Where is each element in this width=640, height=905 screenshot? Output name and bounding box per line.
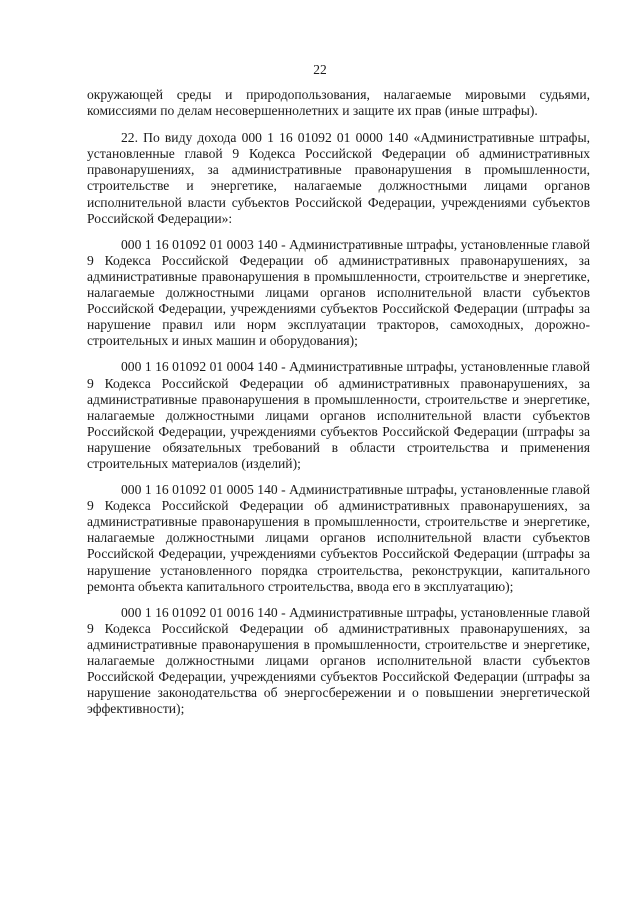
page-number: 22 xyxy=(313,62,327,77)
paragraph-continuation: окружающей среды и природопользования, налагаемые мировыми судьями, комиссиями по делам несовершеннолетних и защите их прав (иные штрафы). xyxy=(87,87,590,119)
paragraph-code-0016: 000 1 16 01092 01 0016 140 - Административные штрафы, установленные главой 9 Кодекса Российской Федерации об административных правонарушениях, за административные правонарушения в промышленности, строительстве и энергетике, налагаемые должностными лицами органов исполнительной власти субъектов Российской Федерации, учреждениями субъектов Российской Федерации (штрафы за нарушение законодательства об энергосбережении и о повышении энергетической эффективности); xyxy=(87,604,590,717)
document-body xyxy=(87,87,590,727)
paragraph-code-0005: 000 1 16 01092 01 0005 140 - Административные штрафы, установленные главой 9 Кодекса Российской Федерации об административных правонарушениях, за административные правонарушения в промышленности, строительстве и энергетике, налагаемые должностными лицами органов исполнительной власти субъектов Российской Федерации, учреждениями субъектов Российской Федерации (штрафы за нарушение установленного порядка строительства, реконструкции, капитального ремонта объекта капитального строительства, ввода его в эксплуатацию); xyxy=(87,482,590,594)
paragraph-code-0004: 000 1 16 01092 01 0004 140 - Административные штрафы, установленные главой 9 Кодекса Российской Федерации об административных правонарушениях, за административные правонарушения в промышленности, строительстве и энергетике, налагаемые должностными лицами органов исполнительной власти субъектов Российской Федерации, учреждениями субъектов Российской Федерации (штрафы за нарушение обязательных требований в области строительства и применения строительных материалов (изделий); xyxy=(87,359,590,471)
paragraph-item-22: 22. По виду дохода 000 1 16 01092 01 0000 140 «Административные штрафы, установленные главой 9 Кодекса Российской Федерации об административных правонарушениях, за административные правонарушения в промышленности, строительстве и энергетике, налагаемые должностными лицами органов исполнительной власти субъектов Российской Федерации, учреждениями субъектов Российской Федерации»: xyxy=(87,130,590,226)
paragraph-code-0003: 000 1 16 01092 01 0003 140 - Административные штрафы, установленные главой 9 Кодекса Российской Федерации об административных правонарушениях, за административные правонарушения в промышленности, строительстве и энергетике, налагаемые должностными лицами органов исполнительной власти субъектов Российской Федерации, учреждениями субъектов Российской Федерации (штрафы за нарушение правил или норм эксплуатации тракторов, самоходных, дорожно-строительных и иных машин и оборудования); xyxy=(87,236,590,349)
